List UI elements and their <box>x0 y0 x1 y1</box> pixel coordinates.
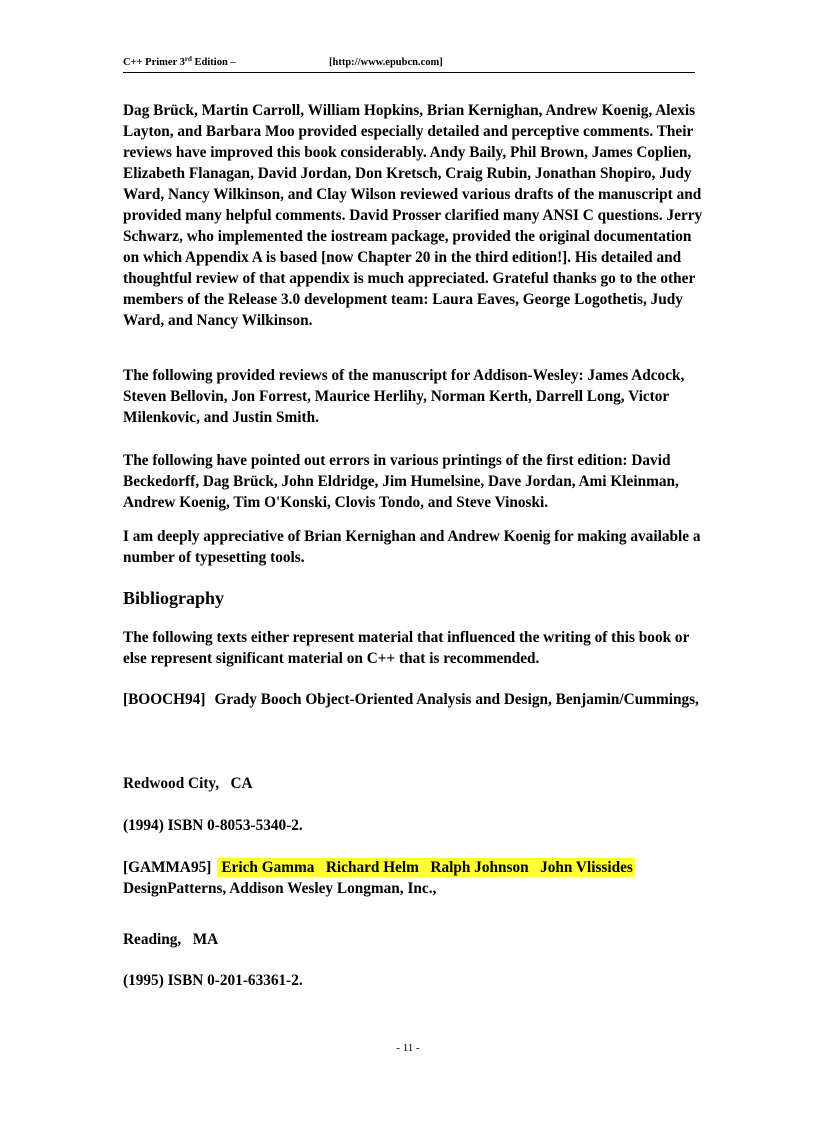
entry-isbn: (1994) ISBN 0-8053-5340-2. <box>123 817 303 834</box>
header-title-suffix: Edition – <box>191 57 236 68</box>
reviewers-paragraph: The following provided reviews of the manuscript for Addison-Wesley: James Adcock, Steven Bellovin, Jon Forrest, Maurice Herlihy, Norman Kerth, Darrell Long, Victor Milenkovic, and Justin Smith. <box>123 367 685 426</box>
entry-text: Grady Booch Object-Oriented Analysis and Design, Benjamin/Cummings, <box>214 691 699 708</box>
entry-isbn: (1995) ISBN 0-201-63361-2. <box>123 972 303 989</box>
entry-city: Reading, MA <box>123 931 219 948</box>
header-url: [http://www.epubcn.com] <box>329 57 443 68</box>
header-book-title <box>123 56 236 70</box>
page-number: - 11 - <box>396 1042 420 1054</box>
acknowledgements-paragraph: Dag Brück, Martin Carroll, William Hopkins, Brian Kernighan, Andrew Koenig, Alexis Layton, and Barbara Moo provided especially detailed and perceptive comments. Their reviews have improved this book considerably. Andy Baily, Phil Brown, James Coplien, Elizabeth Flanagan, David Jordan, Don Kretsch, Craig Rubin, Jonathan Shopiro, Judy Ward, Nancy Wilkinson, and Clay Wilson reviewed various drafts of the manuscript and provided many helpful comments. David Prosser clarified many ANSI C questions. Jerry Schwarz, who implemented the iostream package, provided the original documentation on which Appendix A is based [now Chapter 20 in the third edition!]. His detailed and thoughtful review of that appendix is much appreciated. Grateful thanks go to the other members of the Release 3.0 development team: Laura Eaves, George Logothetis, Judy Ward, and Nancy Wilkinson. <box>123 102 703 329</box>
bibliography-intro: The following texts either represent material that influenced the writing of this book or else represent significant material on C++ that is recommended. <box>123 629 690 667</box>
header-title-prefix: C++ Primer 3 <box>123 57 185 68</box>
bibliography-entry-booch94 <box>123 689 703 710</box>
tools-paragraph: I am deeply appreciative of Brian Kernighan and Andrew Koenig for making available a number of typesetting tools. <box>123 528 701 566</box>
bibliography-entry-gamma95 <box>123 857 703 899</box>
entry-city: Redwood City, CA <box>123 775 253 792</box>
header-rule <box>123 72 695 73</box>
errata-paragraph: The following have pointed out errors in various printings of the first edition: David Beckedorff, Dag Brück, John Eldridge, Jim Humelsine, Dave Jordan, Ami Kleinman, Andrew Koenig, Tim O'Konski, Clovis Tondo, and Steve Vinoski. <box>123 452 679 511</box>
entry-text: DesignPatterns, Addison Wesley Longman, Inc., <box>123 880 437 897</box>
page-header <box>123 56 695 73</box>
header-title-superscript: rd <box>184 55 192 63</box>
highlighted-authors: Erich Gamma Richard Helm Ralph Johnson John Vlissides <box>217 858 635 877</box>
entry-tag: [BOOCH94] <box>123 691 206 708</box>
entry-tag: [GAMMA95] <box>123 859 212 876</box>
bibliography-heading: Bibliography <box>123 588 225 608</box>
